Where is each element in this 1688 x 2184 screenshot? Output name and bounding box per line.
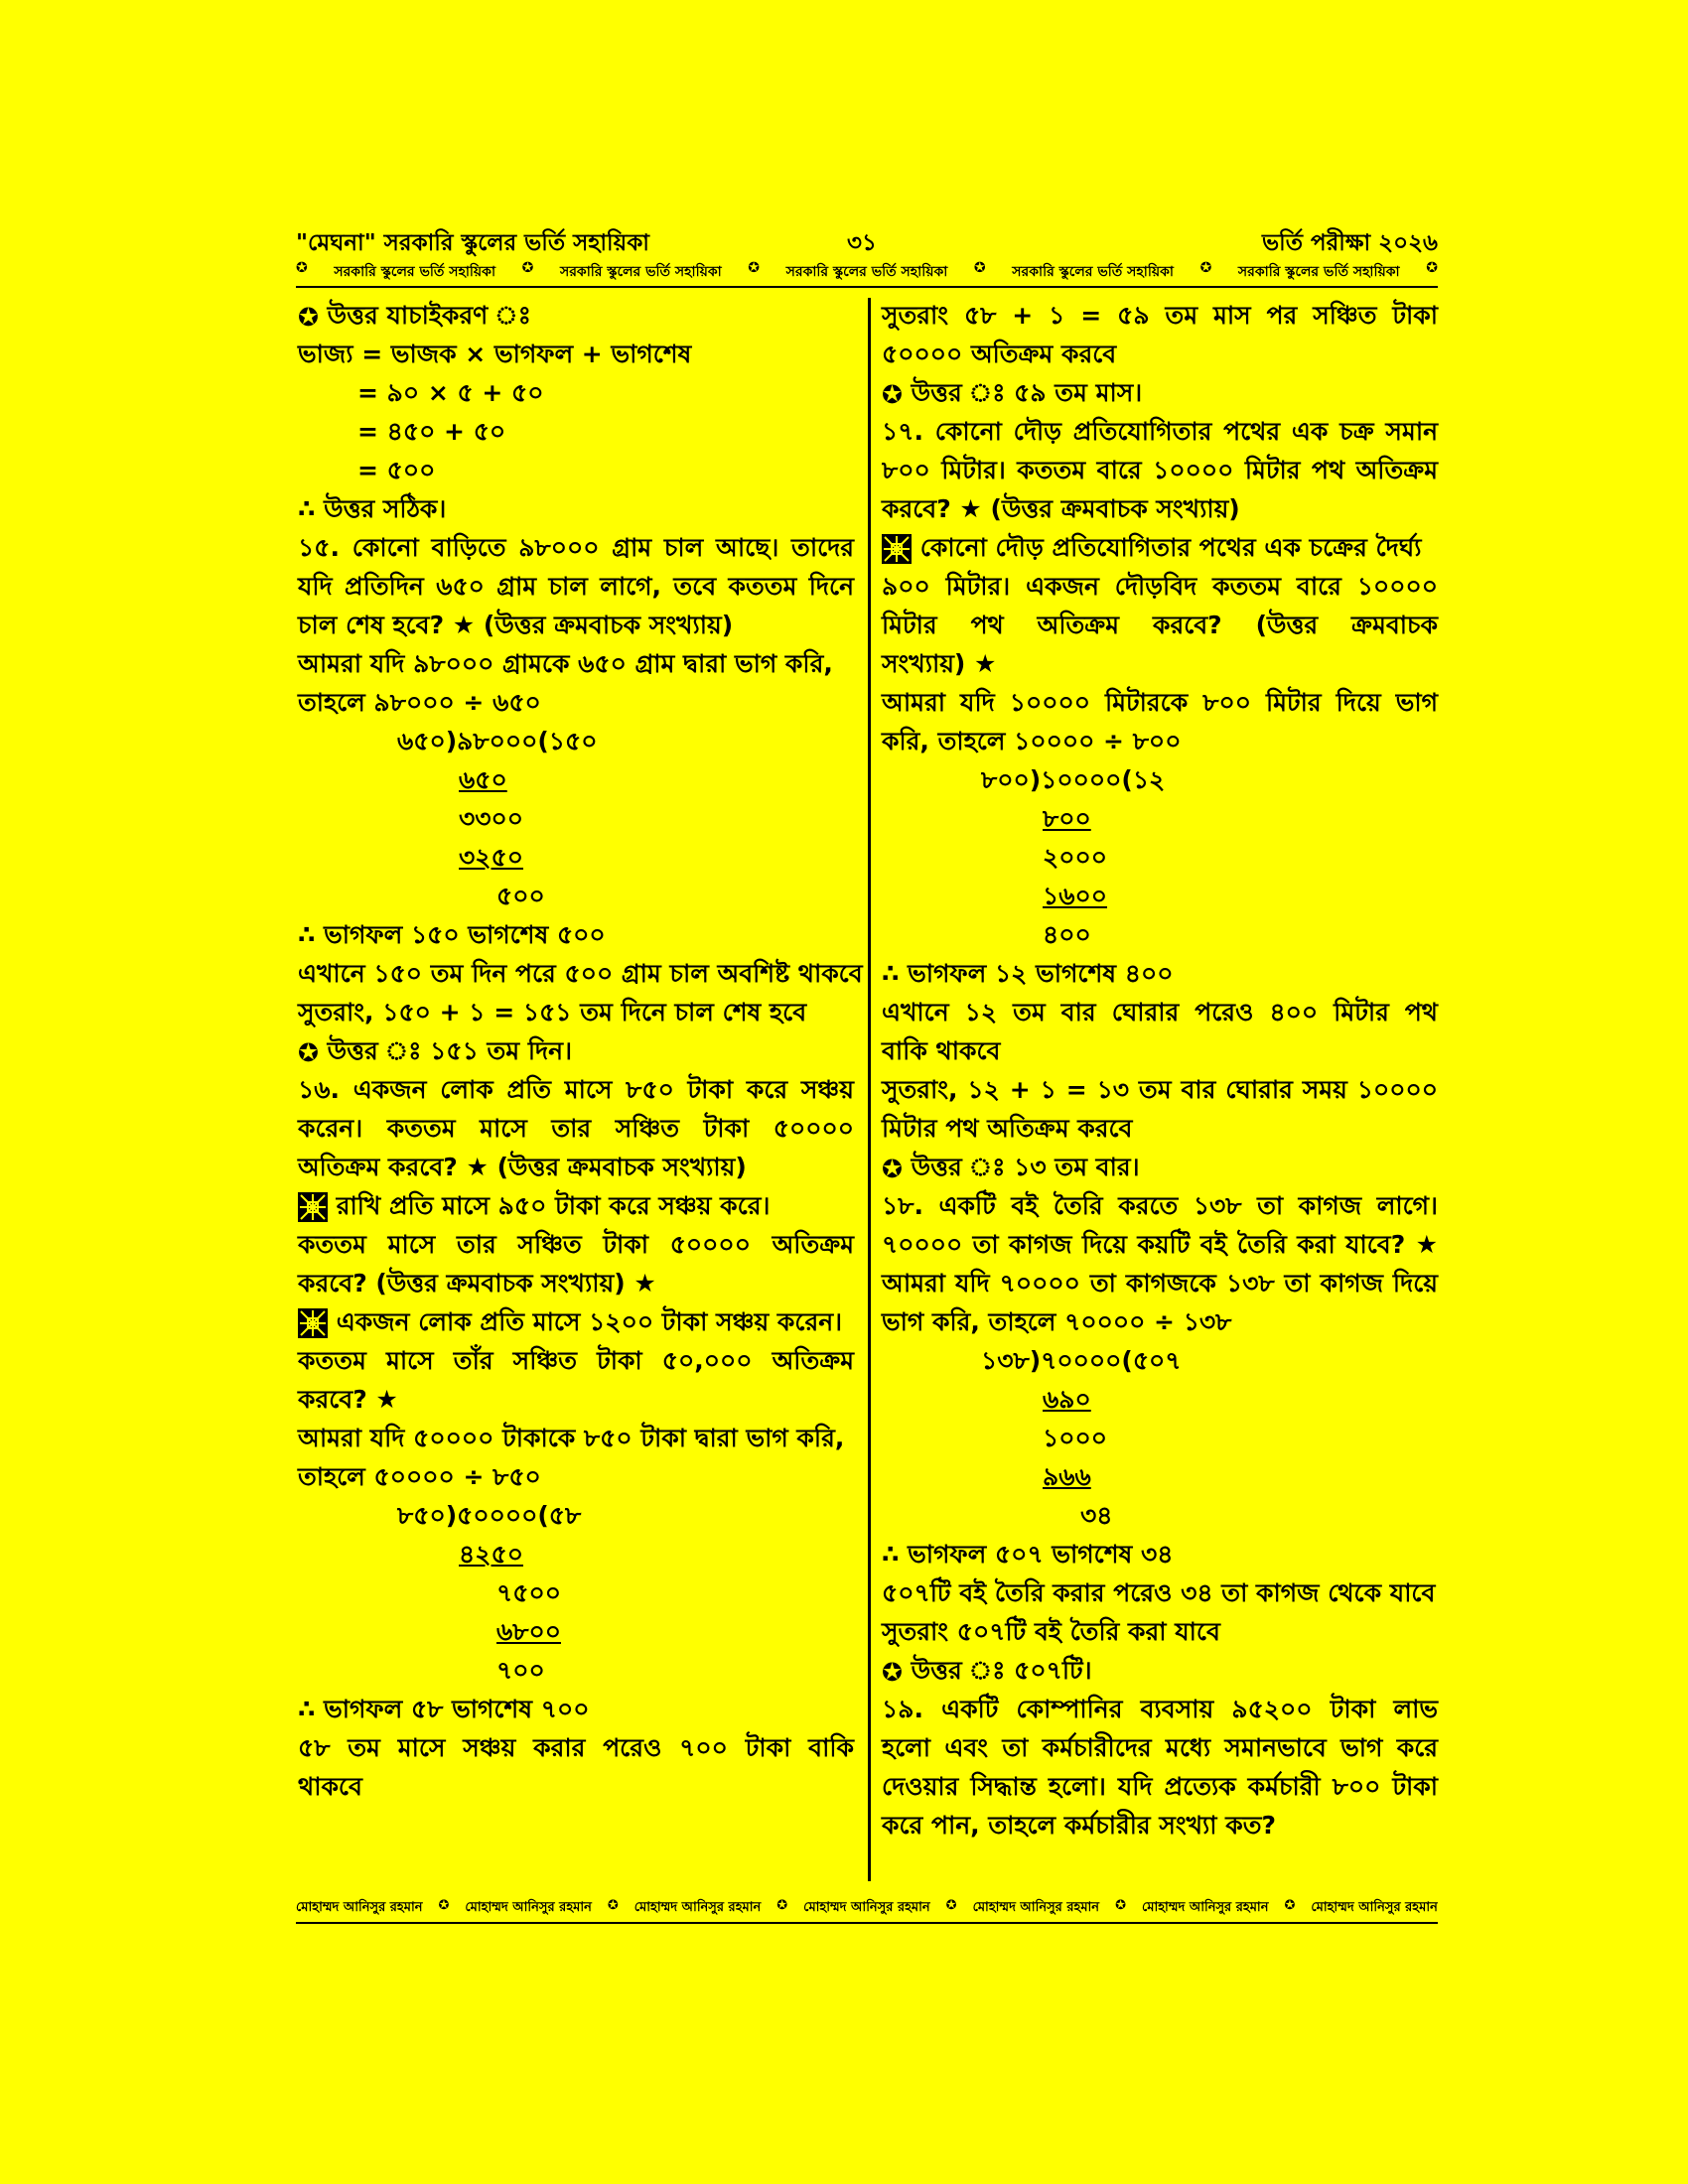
star-badge-icon: ✪: [1199, 260, 1212, 276]
division-line: ৩২৫০: [459, 843, 523, 872]
text-line: যদি প্রতিদিন ৬৫০ গ্রাম চাল লাগে, তবে কততম দিনে: [298, 572, 854, 601]
text-line: = ৫০০: [357, 456, 436, 484]
text-line: করি, তাহলে ১০০০০ ÷ ৮০০: [882, 727, 1182, 755]
division-line: ১০০০: [1043, 1424, 1107, 1452]
text-line: করবে? ★: [298, 1385, 398, 1414]
division-line: ৪০০: [1043, 920, 1091, 949]
text-line: করেন। কততম মাসে তার সঞ্চিত টাকা ৫০০০০: [298, 1114, 854, 1143]
star-badge-icon: ✪: [882, 379, 903, 409]
board-exam-pattern-icon: [882, 534, 912, 564]
text-line: করে পান, তাহলে কর্মচারীর সংখ্যা কত?: [882, 1811, 1276, 1840]
star-badge-icon: ✪: [438, 1898, 450, 1913]
text-line: সুতরাং ৫৮ + ১ = ৫৯ তম মাস পর সঞ্চিত টাকা: [882, 301, 1438, 330]
star-badge-icon: ✪: [296, 260, 308, 276]
star-badge-icon: ✪: [945, 1898, 957, 1913]
text-line: = ৪৫০ + ৫০: [357, 417, 506, 446]
division-line: ৭৫০০: [496, 1578, 561, 1607]
text-line: সুতরাং, ১২ + ১ = ১৩ তম বার ঘোরার সময় ১০০০০: [882, 1075, 1438, 1104]
star-badge-icon: ✪: [882, 1154, 903, 1183]
text-line: ∴ ভাগফল ১২ ভাগশেষ ৪০০: [882, 959, 1174, 988]
text-line: আমরা যদি ৫০০০০ টাকাকে ৮৫০ টাকা দ্বারা ভাগ করি,: [298, 1424, 845, 1452]
division-line: ১৬০০: [1043, 882, 1107, 910]
exam-title: ভর্তি পরীক্ষা ২০২৬: [1262, 230, 1438, 256]
text-line: ১৫. কোনো বাড়িতে ৯৮০০০ গ্রাম চাল আছে। তাদের: [298, 533, 854, 562]
author-name: মোহাম্মদ আনিসুর রহমান: [1141, 1900, 1269, 1915]
text-line: সুতরাং ৫০৭টি বই তৈরি করা যাবে: [882, 1617, 1220, 1646]
division-line: ৪২৫০: [459, 1540, 523, 1569]
text-line: ∴ ভাগফল ৫০৭ ভাগশেষ ৩৪: [882, 1540, 1174, 1569]
text-line: তাহলে ৫০০০০ ÷ ৮৫০: [298, 1462, 541, 1491]
text-line: ৯০০ মিটার। একজন দৌড়বিদ কততম বারে ১০০০০: [882, 572, 1438, 601]
division-line: ৬৮০০: [496, 1617, 561, 1646]
answer-line: ✪ উত্তর ঃ ১৩ তম বার।: [882, 1148, 1438, 1186]
star-badge-icon: ✪: [1115, 1898, 1126, 1913]
author-name: মোহাম্মদ আনিসুর রহমান: [465, 1900, 592, 1915]
text-line: সংখ্যায়) ★: [882, 649, 997, 678]
text-line: অতিক্রম করবে? ★ (উত্তর ক্রমবাচক সংখ্যায়): [298, 1153, 747, 1181]
star-badge-icon: ✪: [1426, 260, 1438, 276]
text-line: থাকবে: [298, 1772, 362, 1801]
division-line: ৬৫০)৯৮০০০(১৫০: [397, 727, 598, 755]
watermark-text: সরকারি স্কুলের ভর্তি সহায়িকা: [1012, 264, 1174, 280]
text-line: ৫৮ তম মাসে সঞ্চয় করার পরেও ৭০০ টাকা বাকি: [298, 1733, 854, 1762]
watermark-text: সরকারি স্কুলের ভর্তি সহায়িকা: [785, 264, 948, 280]
division-line: ৬৯০: [1043, 1385, 1091, 1414]
star-badge-icon: ✪: [776, 1898, 788, 1913]
division-line: ১৩৮)৭০০০০(৫০৭: [981, 1346, 1182, 1375]
division-line: ৮০০: [1043, 804, 1091, 833]
star-badge-icon: ✪: [607, 1898, 619, 1913]
division-line: ৫০০: [496, 882, 545, 910]
star-badge-icon: ✪: [973, 260, 986, 276]
text-line: সুতরাং, ১৫০ + ১ = ১৫১ তম দিনে চাল শেষ হবে: [298, 998, 807, 1026]
division-line: ৬৫০: [459, 765, 507, 794]
division-line: ৩৪: [1080, 1501, 1113, 1530]
watermark-text: সরকারি স্কুলের ভর্তি সহায়িকা: [334, 264, 496, 280]
text-line: = ৯০ × ৫ + ৫০: [357, 378, 544, 407]
text-line: কততম মাসে তাঁর সঞ্চিত টাকা ৫০,০০০ অতিক্রম: [298, 1346, 854, 1375]
header-watermark-strip: [296, 260, 1438, 288]
author-name: মোহাম্মদ আনিসুর রহমান: [803, 1900, 930, 1915]
text-line: আমরা যদি ১০০০০ মিটারকে ৮০০ মিটার দিয়ে ভাগ: [882, 688, 1438, 717]
page-number: ৩১: [847, 230, 877, 256]
answer-line: ✪ উত্তর ঃ ৫০৭টি।: [882, 1651, 1438, 1690]
star-badge-icon: ✪: [1284, 1898, 1296, 1913]
text-line: ভাজ্য = ভাজক × ভাগফল + ভাগশেষ: [298, 340, 692, 368]
text-line: ১৮. একটি বই তৈরি করতে ১৩৮ তা কাগজ লাগে।: [882, 1191, 1438, 1220]
division-line: ৩৩০০: [459, 804, 524, 833]
right-column: [882, 296, 1438, 1844]
division-line: ৯৬৬: [1043, 1462, 1091, 1491]
author-name: মোহাম্মদ আনিসুর রহমান: [296, 1900, 423, 1915]
star-badge-icon: ✪: [298, 1037, 319, 1067]
text-line: মিটার পথ অতিক্রম করবে? (উত্তর ক্রমবাচক: [882, 611, 1438, 639]
text-line: একজন লোক প্রতি মাসে ১২০০ টাকা সঞ্চয় করেন।: [298, 1302, 854, 1341]
author-name: মোহাম্মদ আনিসুর রহমান: [633, 1900, 762, 1915]
board-exam-pattern-icon: [298, 1192, 328, 1222]
footer-author-strip: [296, 1898, 1438, 1924]
text-line: ১৭. কোনো দৌড় প্রতিযোগিতার পথের এক চক্র সমান: [882, 417, 1438, 446]
author-name: মোহাম্মদ আনিসুর রহমান: [972, 1900, 1100, 1915]
text-line: ✪ উত্তর যাচাইকরণ ঃ: [298, 296, 854, 335]
text-line: চাল শেষ হবে? ★ (উত্তর ক্রমবাচক সংখ্যায়): [298, 611, 734, 639]
text-line: ৭০০০০ তা কাগজ দিয়ে কয়টি বই তৈরি করা যাবে? ★: [882, 1230, 1438, 1259]
answer-line: ✪ উত্তর ঃ ৫৯ তম মাস।: [882, 373, 1438, 412]
text-line: ∴ ভাগফল ৫৮ ভাগশেষ ৭০০: [298, 1695, 590, 1723]
text-line: ৫০৭টি বই তৈরি করার পরেও ৩৪ তা কাগজ থেকে যাবে: [882, 1578, 1436, 1607]
text-line: মিটার পথ অতিক্রম করবে: [882, 1114, 1133, 1143]
text-line: রাখি প্রতি মাসে ৯৫০ টাকা করে সঞ্চয় করে।: [298, 1186, 854, 1225]
text-line: করবে? ★ (উত্তর ক্রমবাচক সংখ্যায়): [882, 494, 1240, 523]
text-line: করবে? (উত্তর ক্রমবাচক সংখ্যায়) ★: [298, 1269, 656, 1297]
star-badge-icon: ✪: [882, 1657, 903, 1687]
text-line: ৮০০ মিটার। কততম বারে ১০০০০ মিটার পথ অতিক্রম: [882, 456, 1438, 484]
text-line: হলো এবং তা কর্মচারীদের মধ্যে সমানভাবে ভাগ করে: [882, 1733, 1438, 1762]
text-line: ১৯. একটি কোম্পানির ব্যবসায় ৯৫২০০ টাকা লাভ: [882, 1695, 1438, 1723]
board-exam-pattern-icon: [298, 1308, 328, 1338]
page-header: [296, 224, 1438, 258]
text-line: ∴ ভাগফল ১৫০ ভাগশেষ ৫০০: [298, 920, 606, 949]
column-divider: [868, 298, 871, 1881]
text-line: কততম মাসে তার সঞ্চিত টাকা ৫০০০০ অতিক্রম: [298, 1230, 854, 1259]
text-line: কোনো দৌড় প্রতিযোগিতার পথের এক চক্রের দৈর্ঘ্য: [882, 528, 1438, 567]
text-line: ১৬. একজন লোক প্রতি মাসে ৮৫০ টাকা করে সঞ্চয়: [298, 1075, 854, 1104]
text-line: দেওয়ার সিদ্ধান্ত হলো। যদি প্রত্যেক কর্মচারী ৮০০ টাকা: [882, 1772, 1438, 1801]
division-line: ২০০০: [1043, 843, 1108, 872]
star-badge-icon: ✪: [298, 302, 319, 332]
text-line: ভাগ করি, তাহলে ৭০০০০ ÷ ১৩৮: [882, 1307, 1232, 1336]
star-badge-icon: ✪: [748, 260, 761, 276]
text-line: বাকি থাকবে: [882, 1036, 1001, 1065]
text-line: আমরা যদি ৭০০০০ তা কাগজকে ১৩৮ তা কাগজ দিয়ে: [882, 1269, 1438, 1297]
book-title: "মেঘনা" সরকারি স্কুলের ভর্তি সহায়িকা: [296, 230, 649, 256]
watermark-text: সরকারি স্কুলের ভর্তি সহায়িকা: [1237, 264, 1400, 280]
text-line: ∴ উত্তর সঠিক।: [298, 494, 447, 523]
text-line: এখানে ১২ তম বার ঘোরার পরেও ৪০০ মিটার পথ: [882, 998, 1438, 1026]
division-line: ৮০০)১০০০০(১২: [981, 765, 1166, 794]
author-name: মোহাম্মদ আনিসুর রহমান: [1311, 1900, 1438, 1915]
text-line: আমরা যদি ৯৮০০০ গ্রামকে ৬৫০ গ্রাম দ্বারা ভাগ করি,: [298, 649, 833, 678]
text-line: এখানে ১৫০ তম দিন পরে ৫০০ গ্রাম চাল অবশিষ্ট থাকবে: [298, 959, 863, 988]
text-line: তাহলে ৯৮০০০ ÷ ৬৫০: [298, 688, 541, 717]
left-column: [298, 296, 863, 1806]
star-badge-icon: ✪: [521, 260, 534, 276]
answer-line: ✪ উত্তর ঃ ১৫১ তম দিন।: [298, 1031, 854, 1070]
watermark-text: সরকারি স্কুলের ভর্তি সহায়িকা: [559, 264, 722, 280]
division-line: ৭০০: [496, 1656, 545, 1685]
division-line: ৮৫০)৫০০০০(৫৮: [397, 1501, 582, 1530]
text-line: ৫০০০০ অতিক্রম করবে: [882, 340, 1117, 368]
